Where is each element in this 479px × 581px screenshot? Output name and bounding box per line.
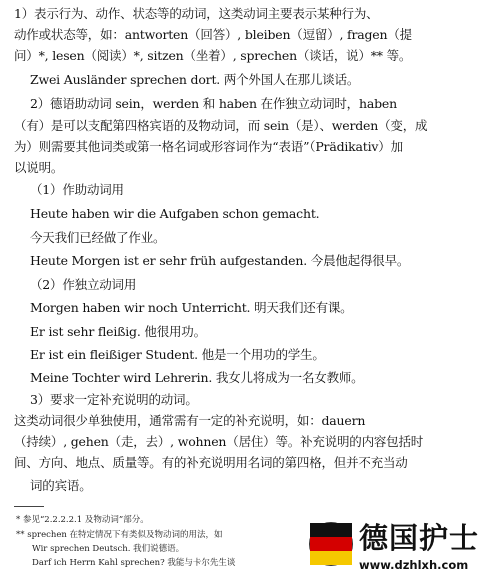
flag-stripe-black (310, 523, 352, 537)
example-sentence: Heute Morgen ist er sehr früh aufgestanden. 今晨他起得很早。 (30, 253, 410, 268)
footnote-example: Wir sprechen Deutsch. 我们说德语。 (32, 544, 185, 554)
example-sentence: Zwei Ausländer sprechen dort. 两个外国人在那儿谈话。 (30, 72, 360, 87)
example-translation: 今天我们已经做了作业。 (30, 230, 166, 245)
text-line: 1）表示行为、动作、状态等的动词，这类动词主要表示某种行为、 (14, 6, 379, 21)
text-line: 2）德语助动词 sein，werden 和 haben 在作独立动词时，haben (30, 96, 397, 111)
example-sentence: Er ist sehr fleißig. 他很用功。 (30, 324, 206, 339)
watermark-title: 德国护士 (359, 521, 479, 555)
footnote-divider (14, 506, 44, 507)
text-line: （有）是可以支配第四格宾语的及物动词，而 sein（是）、werden（变，成 (14, 118, 428, 133)
subsection-heading: （1）作助动词用 (30, 182, 124, 197)
flag-stripe-red (310, 537, 352, 551)
footnote-example: Darf ich Herrn Kahl sprechen? 我能与卡尔先生谈 (32, 558, 236, 568)
watermark (307, 518, 479, 578)
text-line: （持续）, gehen（走，去）, wohnen（居住）等。补充说明的内容包括时 (14, 434, 424, 449)
example-sentence: 词的宾语。 (30, 478, 92, 493)
subsection-heading: （2）作独立动词用 (30, 277, 137, 292)
watermark-url: www.dzhlxh.com (359, 558, 469, 572)
example-sentence: Morgen haben wir noch Unterricht. 明天我们还有课。 (30, 300, 353, 315)
text-line: 这类动词很少单独使用，通常需有一定的补充说明，如：dauern (14, 413, 366, 428)
text-line: 问）*, lesen（阅读）*, sitzen（坐着）, sprechen（谈话，说）** 等。 (14, 48, 412, 63)
example-sentence: Meine Tochter wird Lehrerin. 我女儿将成为一名女教师。 (30, 370, 364, 385)
text-line: 间、方向、地点、质量等。有的补充说明用名词的第四格，但并不充当动 (14, 455, 408, 470)
example-sentence: Heute haben wir die Aufgaben schon gemacht. (30, 206, 320, 221)
text-line: 为）则需要其他词类或第一格名词或形容词作为“表语”（Prädikativ）加 (14, 139, 403, 154)
footnote: ** sprechen 在特定情况下有类似及物动词的用法，如 (16, 530, 223, 540)
text-line: 动作或状态等，如：antworten（回答）, bleiben（逗留）, fragen（提 (14, 27, 412, 42)
german-flag-icon (309, 522, 353, 566)
footnote: * 参见“2.2.2.2.1 及物动词”部分。 (16, 515, 149, 525)
flag-stripe-gold (310, 551, 352, 565)
subsection-heading: 3）要求一定补充说明的动词。 (30, 392, 198, 407)
text-line: 以说明。 (14, 160, 64, 175)
example-sentence: Er ist ein fleißiger Student. 他是一个用功的学生。 (30, 347, 325, 362)
